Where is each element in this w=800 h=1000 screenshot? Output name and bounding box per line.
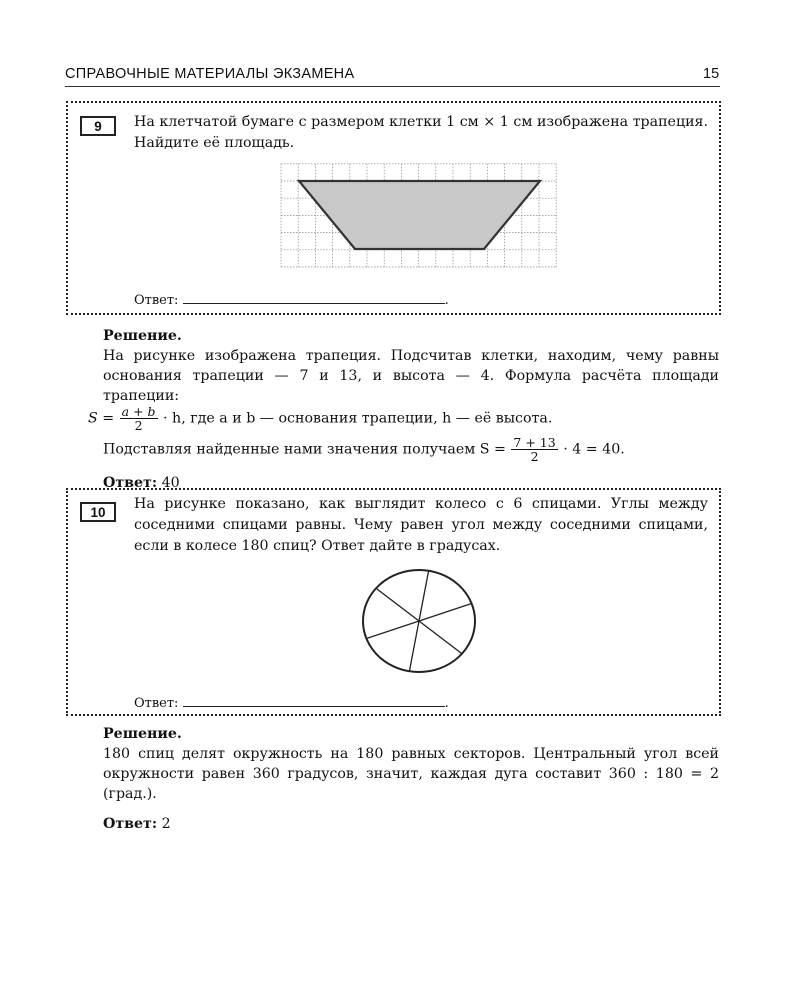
answer-field[interactable] [183, 290, 445, 304]
formula-lhs: S = [88, 410, 115, 427]
calc-line [103, 436, 719, 463]
answer-prompt: Ответ: [134, 696, 179, 711]
answer-field[interactable] [183, 693, 445, 707]
task-10-question: На рисунке показано, как выглядит колесо с 6 спицами. Углы между соседними спицами равны. Чему равен угол между соседними спицами, если в колесе 180 спиц? Ответ дайте в градусах. [134, 496, 708, 554]
task-9-answer-line: Ответ: . [134, 290, 449, 308]
wheel-figure [360, 567, 478, 675]
solution-heading: Решение. [103, 328, 182, 344]
formula-line [88, 405, 719, 432]
answer-label: Ответ: [103, 475, 158, 491]
calc-text: Подставляя найденные нами значения получаем S = [103, 441, 506, 458]
trapezoid-figure [278, 160, 564, 272]
wheel-spoke [376, 588, 462, 653]
running-header: СПРАВОЧНЫЕ МАТЕРИАЛЫ ЭКЗАМЕНА [65, 66, 355, 82]
calc-numerator: 7 + 13 [513, 435, 556, 450]
solution-text-1: На рисунке изображена трапеция. Подсчитав клетки, находим, чему равны основания трапеции — 7 и 13, и высота — 4. Формула расчёта площади трапеции: [103, 348, 719, 404]
solution-heading: Решение. [103, 726, 182, 742]
task-9-question: На клетчатой бумаге с размером клетки 1 см × 1 см изображена трапеция. Найдите её площадь. [134, 114, 708, 151]
calc-denominator: 2 [530, 449, 539, 464]
formula-denominator: 2 [134, 418, 143, 433]
answer-value: 2 [161, 816, 171, 832]
solution-10 [103, 724, 719, 834]
formula-fraction [120, 405, 158, 432]
solution-text: 180 спиц делят окружность на 180 равных секторов. Центральный угол всей окружности равен 360 градусов, значит, каждая дуга составит 360 : 180 = 2 (град.). [103, 746, 719, 802]
formula-rest: · h, где a и b — основания трапеции, h — её высота. [163, 410, 553, 427]
task-9-number: 9 [80, 116, 116, 136]
solution-text [103, 346, 719, 406]
answer-prompt: Ответ: [134, 293, 179, 308]
task-10-number: 10 [80, 502, 116, 522]
answer-label: Ответ: [103, 816, 158, 832]
task-10-answer-line: Ответ: . [134, 693, 449, 711]
page-number: 15 [703, 66, 720, 82]
header-rule [65, 86, 720, 87]
solution-9 [88, 326, 719, 493]
answer-value: 40 [161, 475, 180, 491]
calc-fraction [511, 436, 557, 463]
formula-numerator: a + b [121, 404, 156, 419]
answer-10 [103, 814, 719, 834]
trapezoid [299, 181, 540, 249]
calc-rest: · 4 = 40. [563, 441, 625, 458]
wheel-spokes [366, 571, 471, 671]
